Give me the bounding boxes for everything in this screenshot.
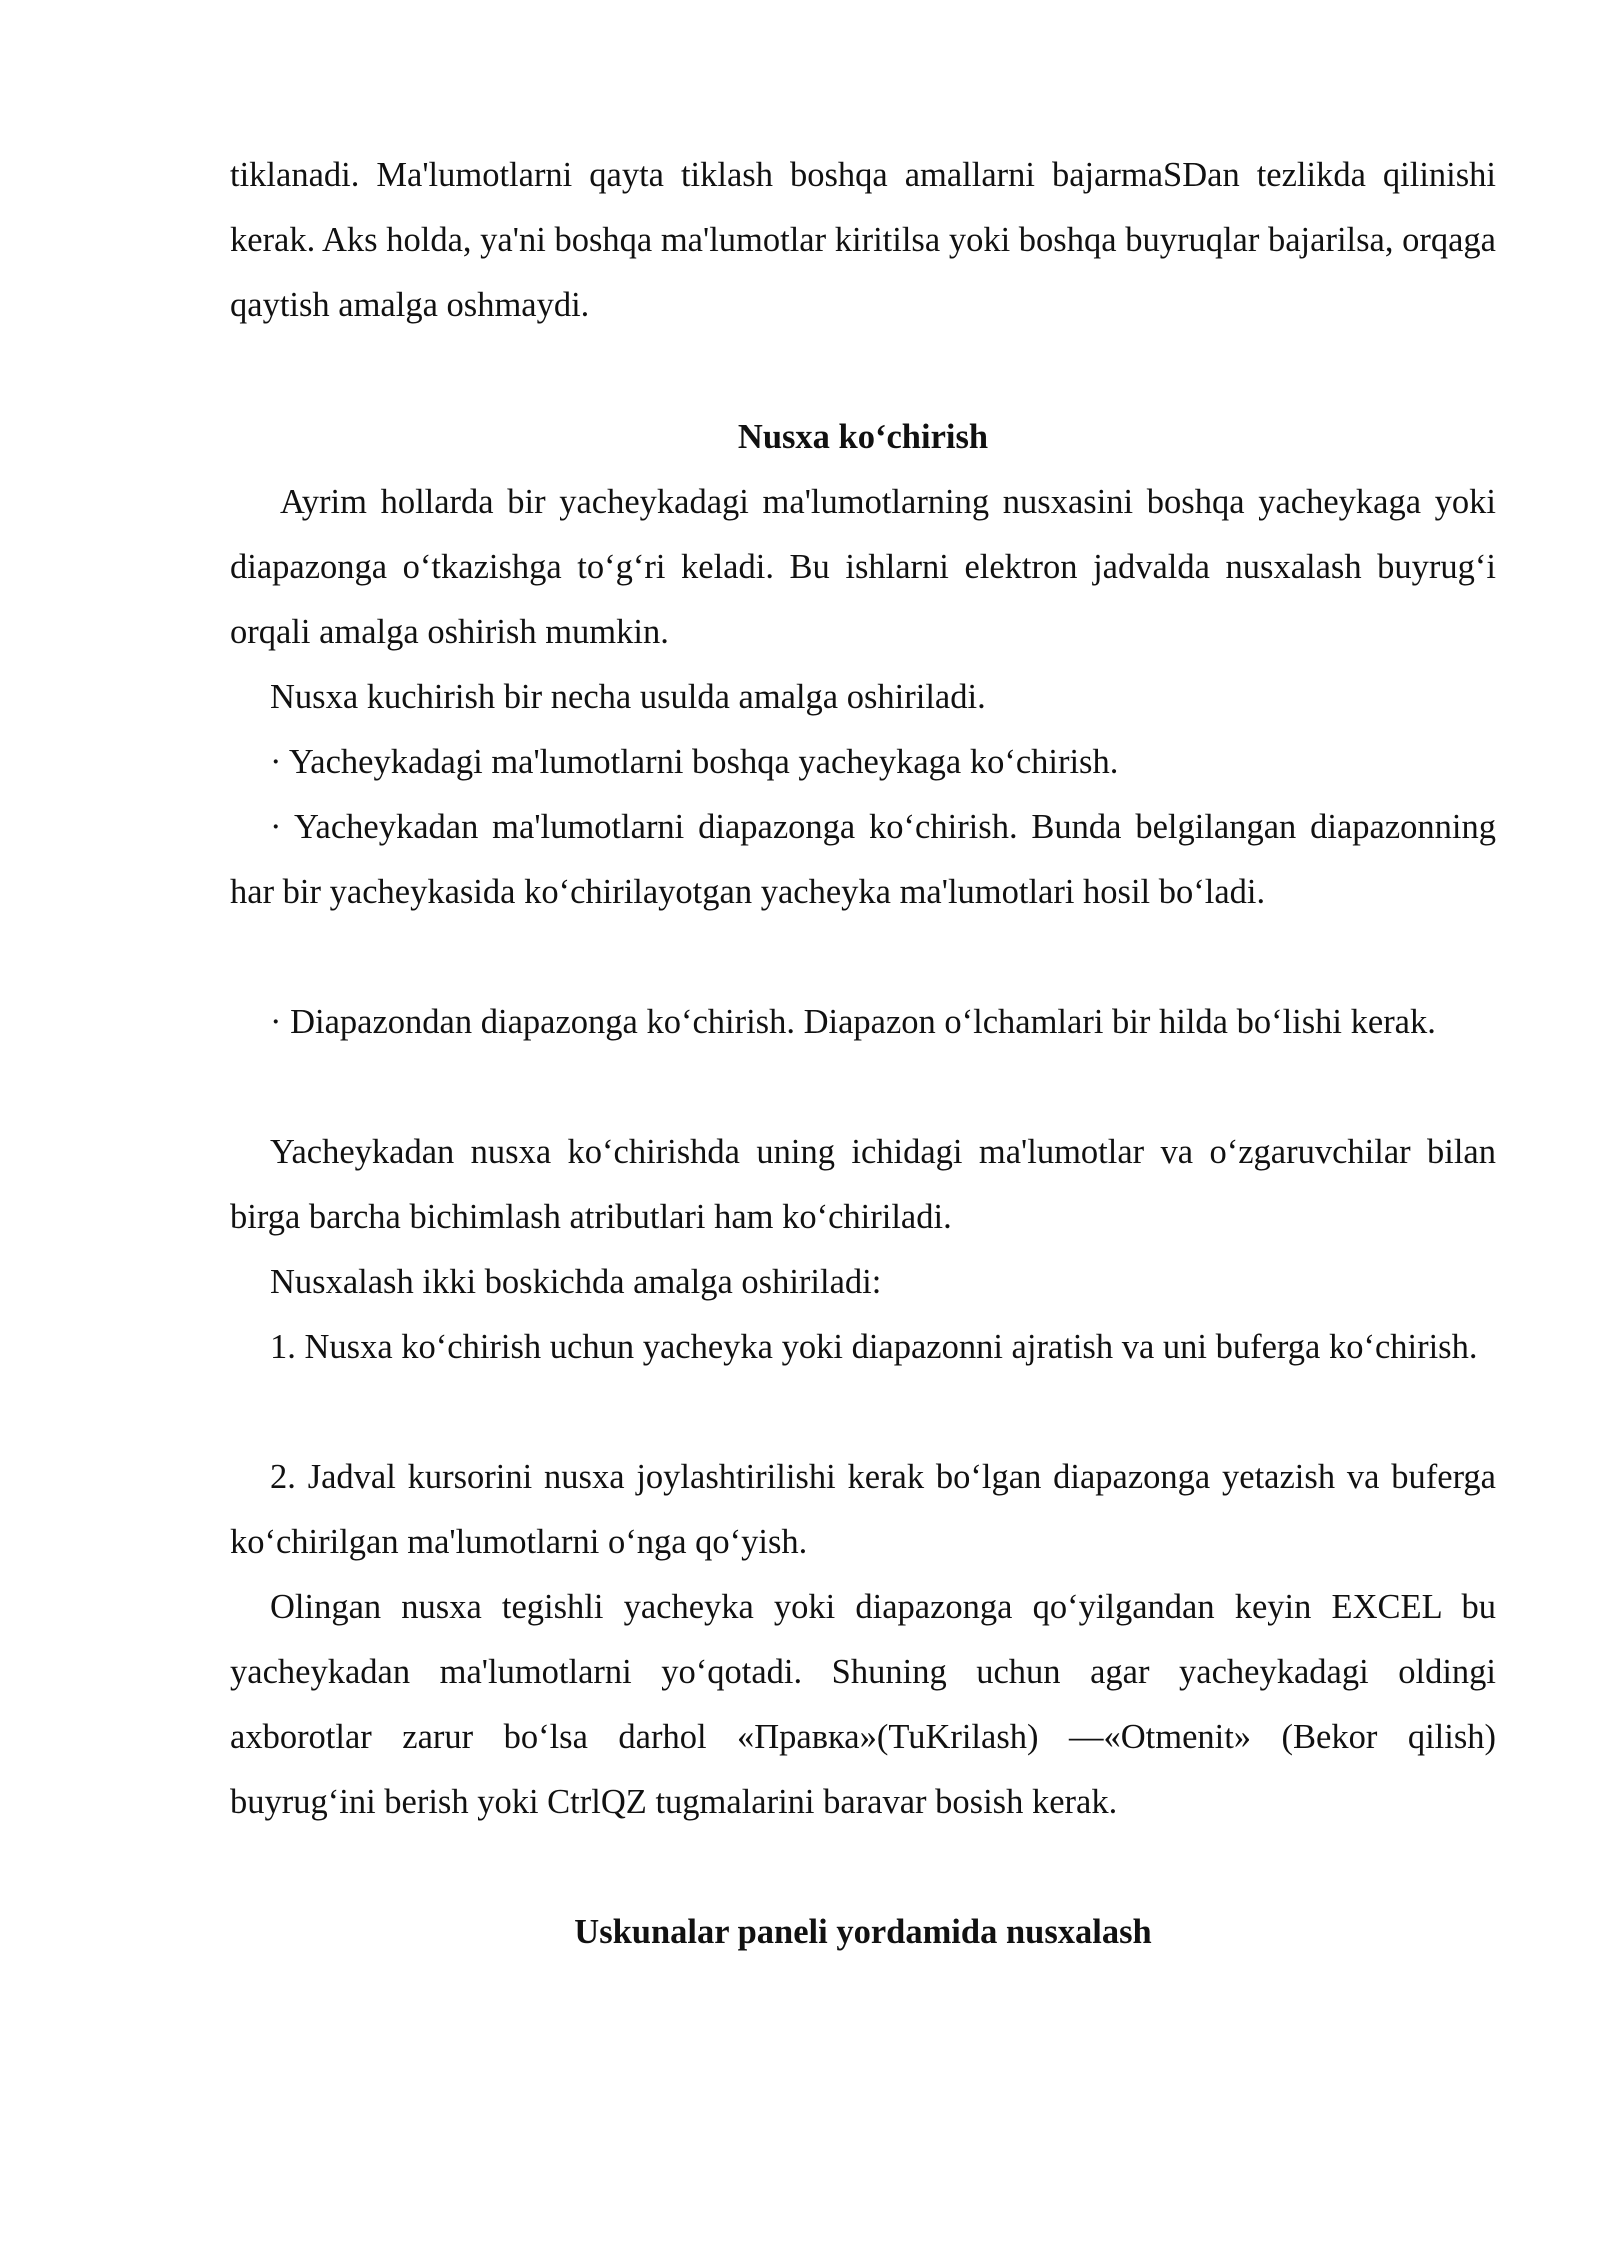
bullet-item-1: · Yacheykadagi ma'lumotlarni boshqa yacheykaga koʻchirish. <box>270 743 1119 781</box>
section-heading-toolbar: Uskunalar paneli yordamida nusxalash <box>574 1913 1152 1951</box>
step-item-2: 2. Jadval kursorini nusxa joylashtirilishi kerak boʻlgan diapazonga yetazish va buferga koʻchirilgan ma'lumotlarni oʻnga qoʻyish. <box>230 1458 1496 1561</box>
attributes-paragraph: Yacheykadan nusxa koʻchirishda uning ichidagi ma'lumotlar va oʻzgaruvchilar bilan birga barcha bichimlash atributlari ham koʻchiriladi. <box>230 1133 1496 1236</box>
undo-note-paragraph: Olingan nusxa tegishli yacheyka yoki diapazonga qoʻyilgandan keyin EXCEL bu yacheykadan ma'lumotlarni yoʻqotadi. Shuning uchun agar yacheykadagi oldingi axborotlar zarur boʻlsa darhol «Правка»(TuKrilash) —«Otmenit» (Bekor qilish) buyrugʻini berish yoki CtrlQZ tugmalarini baravar bosish kerak. <box>230 1588 1496 1821</box>
bullet-item-2: · Yacheykadan ma'lumotlarni diapazonga koʻchirish. Bunda belgilangan diapazonning har bir yacheykasida koʻchirilayotgan yacheyka ma'lumotlari hosil boʻladi. <box>230 808 1496 911</box>
steps-intro-paragraph: Nusxalash ikki boskichda amalga oshiriladi: <box>270 1263 882 1301</box>
continuation-paragraph: tiklanadi. Ma'lumotlarni qayta tiklash boshqa amallarni bajarmaSDan tezlikda qilinishi kerak. Aks holda, ya'ni boshqa ma'lumotlar kiritilsa yoki boshqa buyruqlar bajarilsa, orqaga qaytish amalga oshmaydi. <box>230 156 1496 324</box>
methods-intro-paragraph: Nusxa kuchirish bir necha usulda amalga oshiriladi. <box>270 678 986 716</box>
bullet-item-3: · Diapazondan diapazonga koʻchirish. Diapazon oʻlchamlari bir hilda boʻlishi kerak. <box>270 1003 1436 1041</box>
section-heading-copy: Nusxa koʻchirish <box>737 418 989 456</box>
intro-paragraph: Ayrim hollarda bir yacheykadagi ma'lumotlarning nusxasini boshqa yacheykaga yoki diapazonga oʻtkazishga toʻgʻri keladi. Bu ishlarni elektron jadvalda nusxalash buyrugʻi orqali amalga oshirish mumkin. <box>230 483 1496 651</box>
step-item-1: 1. Nusxa koʻchirish uchun yacheyka yoki diapazonni ajratish va uni buferga koʻchirish. <box>270 1328 1478 1366</box>
